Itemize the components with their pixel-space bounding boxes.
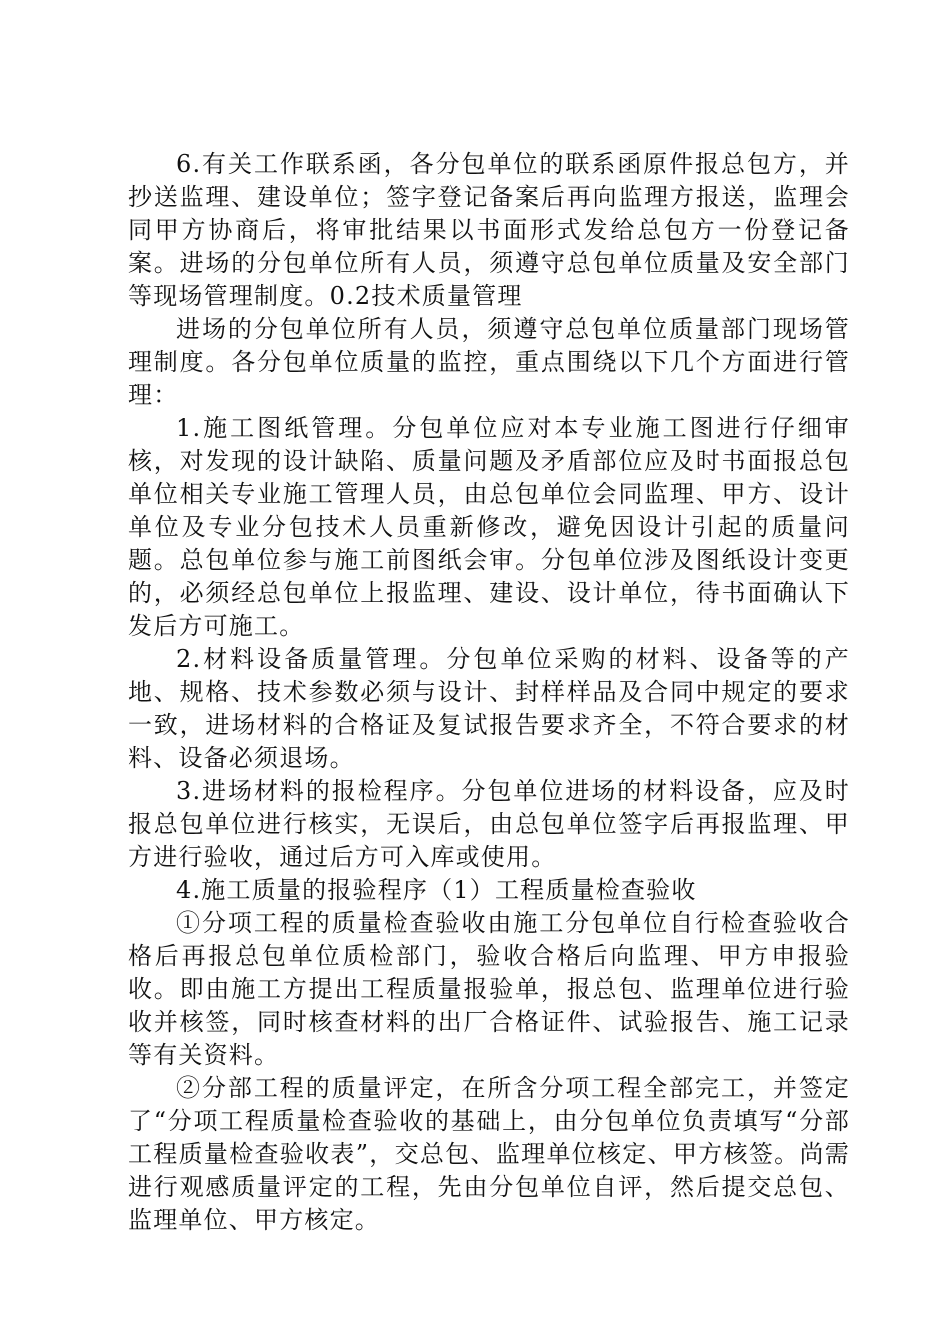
paragraph-division-assessment: ②分部工程的质量评定，在所含分项工程全部完工，并签定了“分项工程质量检查验收的基础上，由分包单位负责填写“分部工程质量检查验收表”，交总包、监理单位核定、甲方核签。尚需进行观感质量评定的工程，先由分包单位自评，然后提交总包、监理单位、甲方核定。: [128, 1074, 850, 1234]
paragraph-material-equipment: 2.材料设备质量管理。分包单位采购的材料、设备等的产地、规格、技术参数必须与设计、封样样品及合同中规定的要求一致，进场材料的合格证及复试报告要求齐全，不符合要求的材料、设备必须退场。: [128, 645, 850, 772]
paragraph-subitem-inspection: ①分项工程的质量检查验收由施工分包单位自行检查验收合格后再报总包单位质检部门，验收合格后向监理、甲方申报验收。即由施工方提出工程质量报验单，报总包、监理单位进行验收并核签，同时核查材料的出厂合格证件、试验报告、施工记录等有关资料。: [128, 909, 850, 1069]
document-body: [128, 148, 850, 1237]
paragraph-contact-letters: 6.有关工作联系函，各分包单位的联系函原件报总包方，并抄送监理、建设单位；签字登记备案后再向监理方报送，监理会同甲方协商后，将审批结果以书面形式发给总包方一份登记备案。进场的分包单位所有人员，须遵守总包单位质量及安全部门等现场管理制度。0.2技术质量管理: [128, 150, 850, 310]
paragraph-material-inspection: 3.进场材料的报检程序。分包单位进场的材料设备，应及时报总包单位进行核实，无误后，由总包单位签字后再报监理、甲方进行验收，通过后方可入库或使用。: [128, 777, 850, 871]
paragraph-quality-reporting-heading: 4.施工质量的报验程序（1）工程质量检查验收: [176, 876, 697, 904]
paragraph-quality-overview: 进场的分包单位所有人员，须遵守总包单位质量部门现场管理制度。各分包单位质量的监控，重点围绕以下几个方面进行管理：: [128, 315, 850, 409]
paragraph-drawing-management: 1.施工图纸管理。分包单位应对本专业施工图进行仔细审核，对发现的设计缺陷、质量问题及矛盾部位应及时书面报总包单位相关专业施工管理人员，由总包单位会同监理、甲方、设计单位及专业分包技术人员重新修改，避免因设计引起的质量问题。总包单位参与施工前图纸会审。分包单位涉及图纸设计变更的，必须经总包单位上报监理、建设、设计单位，待书面确认下发后方可施工。: [128, 414, 850, 640]
